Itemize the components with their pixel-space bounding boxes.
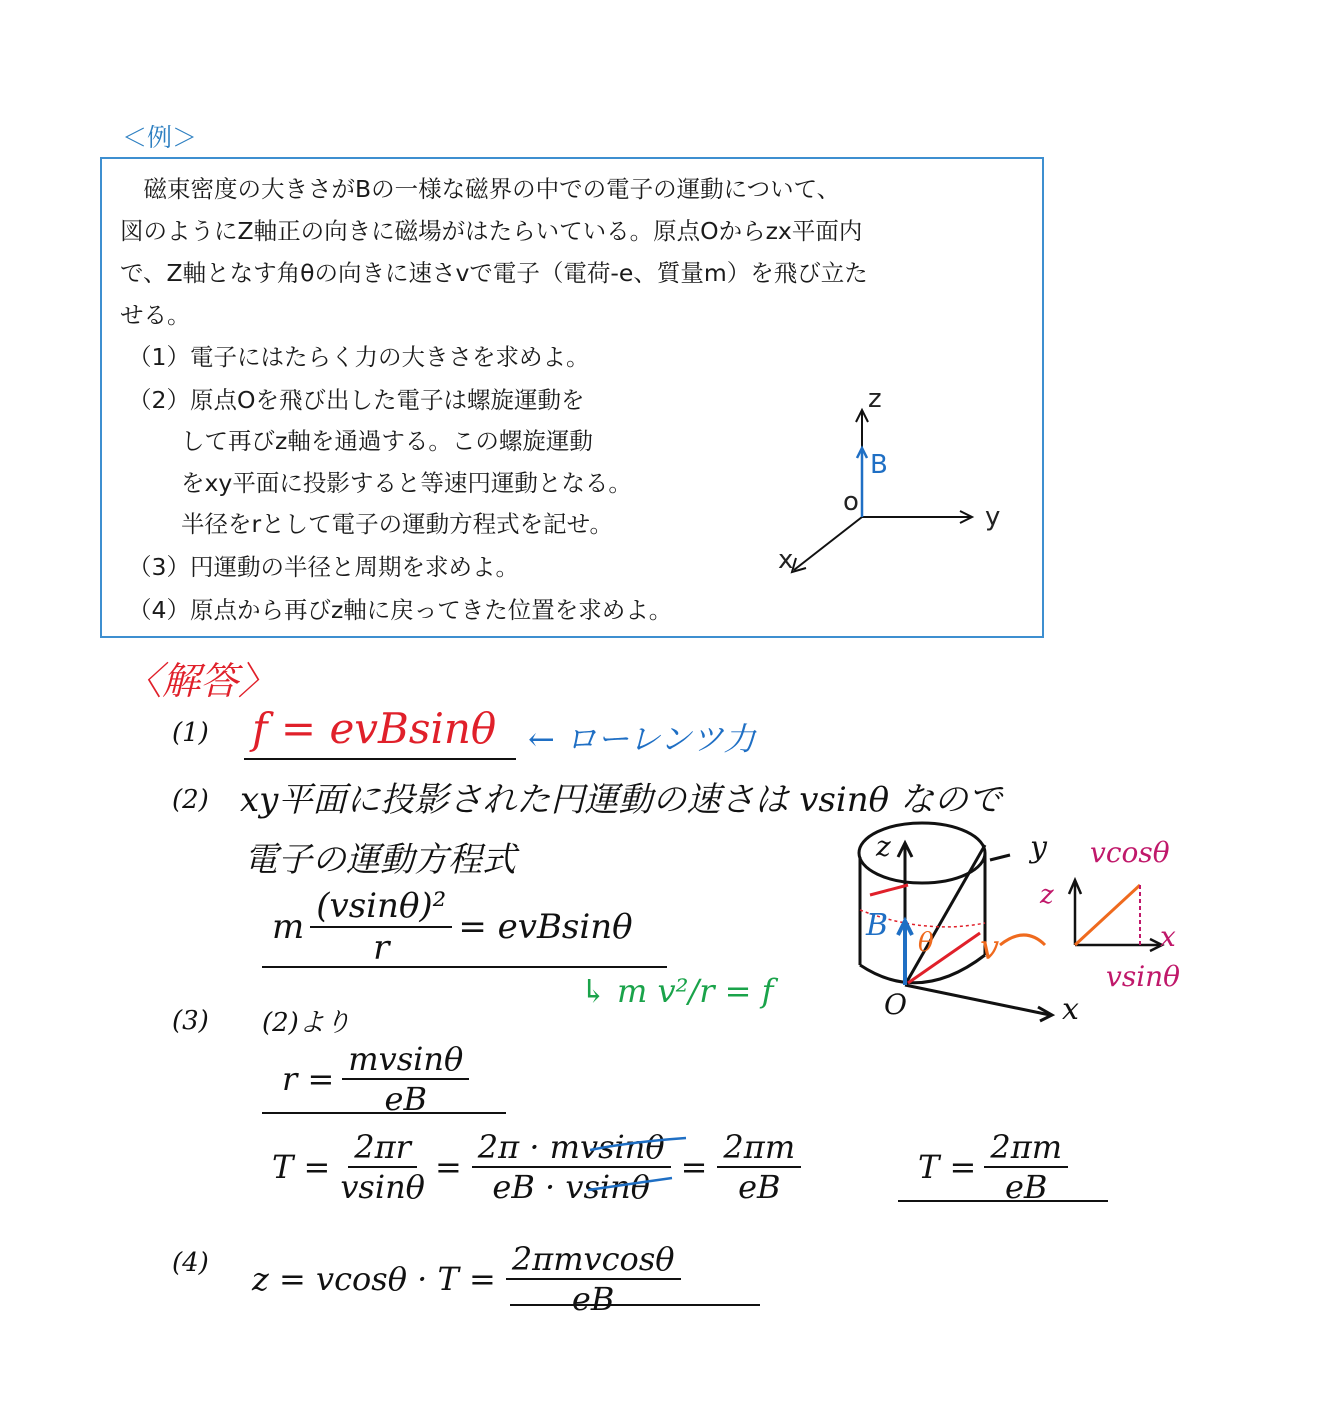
sketch-v-label: v <box>980 928 1000 968</box>
answer-3-T-fraction-1 <box>340 1128 425 1206</box>
vsin-label: vsinθ <box>1106 960 1181 993</box>
axis-label-origin: o <box>843 487 859 517</box>
x-axis <box>794 517 862 570</box>
answer-1-note: ← ローレンツ力 <box>528 720 756 758</box>
answer-2-eq-m: m <box>272 907 305 947</box>
question-4: （4）原点から再びz軸に戻ってきた位置を求めよ。 <box>128 596 673 624</box>
question-2-line-4: 半径をrとして電子の運動方程式を記せ。 <box>181 510 613 538</box>
answer-3-T-f1-numerator: 2πr <box>348 1128 417 1168</box>
answer-4-label: (4) <box>172 1248 209 1278</box>
answer-1-label: (1) <box>172 718 209 748</box>
cancel-strike-top <box>590 1138 686 1150</box>
answer-2-eq-fraction <box>310 886 452 968</box>
answer-3-final-underline <box>898 1200 1108 1202</box>
example-label: ＜例＞ <box>122 123 198 152</box>
sketch-y-axis <box>990 855 1010 860</box>
axis-label-z: z <box>868 384 882 414</box>
decomp-x-label: x <box>1160 920 1176 953</box>
question-2-line-2: して再びz軸を通過する。この螺旋運動 <box>181 427 593 455</box>
answer-2-eq-numerator: (vsinθ)² <box>310 886 452 928</box>
answer-1-underline <box>244 758 516 760</box>
axis-label-x: x <box>778 545 794 575</box>
answer-3-T-fraction-3 <box>717 1128 801 1206</box>
answer-4-equation <box>252 1240 681 1318</box>
question-3: （3）円運動の半径と周期を求めよ。 <box>128 553 519 581</box>
answer-2-label: (2) <box>172 785 209 815</box>
answer-4-underline <box>510 1304 760 1306</box>
axes-diagram <box>770 380 1030 580</box>
answer-3-final-fraction <box>984 1128 1068 1206</box>
answer-2-equation <box>272 886 633 968</box>
answer-3-final-lhs: T = <box>918 1148 977 1186</box>
sketch-theta-label: θ <box>918 928 934 958</box>
answer-heading: 〈解答〉 <box>124 659 277 703</box>
sketch-b-label: B <box>866 908 889 943</box>
answer-3-r-fraction <box>342 1040 469 1118</box>
vcos-label: vcosθ <box>1090 836 1170 869</box>
answer-3-T-lhs: T = <box>272 1148 331 1186</box>
answer-4-fraction <box>506 1240 681 1318</box>
sketch-z-label: z <box>876 830 891 863</box>
answer-3-label: (3) <box>172 1006 209 1036</box>
sketch-x-axis <box>905 985 1050 1015</box>
answer-3-T-f3-numerator: 2πm <box>717 1128 801 1168</box>
answer-3-r-numerator: mvsinθ <box>342 1040 469 1080</box>
problem-line-4: せる。 <box>120 301 191 329</box>
sketch-origin-label: O <box>884 988 907 1021</box>
sketch-x-label: x <box>1062 992 1079 1027</box>
answer-4-lhs: z = vcosθ · T = <box>252 1260 496 1298</box>
decomp-velocity <box>1075 885 1140 945</box>
answer-4-denominator: eB <box>571 1280 615 1318</box>
question-1: （1）電子にはたらく力の大きさを求めよ。 <box>128 343 590 371</box>
answer-3-final <box>918 1128 1068 1206</box>
answer-3-T-f3-denominator: eB <box>738 1168 781 1206</box>
answer-3-period: T = $\frac{2\pi r}{vsin\theta}$ = $\frac{2\pi \cdot mvsin\theta}{eB \cdot vsin\theta}$ = $\frac{2\pi m}{eB}$ <box>272 1128 801 1206</box>
answer-3-T-f1-denominator: vsinθ <box>340 1168 425 1206</box>
answer-2-text: xy平面に投影された円運動の速さは vsinθ なので <box>240 780 1002 820</box>
sketch-red-z <box>870 885 908 895</box>
answer-2-subtitle: 電子の運動方程式 <box>244 840 516 880</box>
answer-3-r-lhs: r = <box>282 1060 335 1098</box>
answer-4-numerator: 2πmvcosθ <box>506 1240 681 1280</box>
answer-2-underline <box>262 966 667 968</box>
question-2-line-1: （2）原点Oを飛び出した電子は螺旋運動を <box>128 386 585 414</box>
problem-line-3: で、Z軸となす角θの向きに速さvで電子（電荷-e、質量m）を飛び立た <box>120 259 868 287</box>
answer-2-eq-denominator: r <box>373 928 390 968</box>
answer-3-final-denominator: eB <box>1004 1168 1048 1206</box>
answer-3-r-underline <box>262 1112 506 1114</box>
axis-label-y: y <box>985 502 1001 532</box>
problem-line-2: 図のようにZ軸正の向きに磁場がはたらいている。原点Oからzx平面内 <box>120 217 863 245</box>
answer-3-T-f2-numerator: 2π · mvsinθ <box>472 1128 671 1168</box>
axis-label-b: B <box>870 450 888 480</box>
cancel-strikes <box>560 1128 700 1198</box>
problem-line-1: 磁束密度の大きさがBの一様な磁界の中での電子の運動について、 <box>120 175 841 203</box>
answer-1-formula: f = evBsinθ <box>252 704 497 753</box>
sketch-y-label: y <box>1030 830 1047 865</box>
question-2-line-3: をxy平面に投影すると等速円運動となる。 <box>181 469 632 497</box>
answer-3-radius <box>282 1040 469 1118</box>
answer-3-from: (2)より <box>262 1008 351 1038</box>
cancel-strike-bottom <box>588 1178 672 1190</box>
decomp-z-label: z <box>1040 880 1054 910</box>
answer-3-final-numerator: 2πm <box>984 1128 1068 1168</box>
answer-2-eq-rhs: = evBsinθ <box>458 907 633 947</box>
answer-3-T-f2-denominator: eB · vsinθ <box>492 1168 650 1206</box>
answer-2-note: ↳ m v²/r = f <box>580 972 774 1010</box>
cylinder-bottom <box>860 955 985 983</box>
answer-3-r-denominator: eB <box>384 1080 427 1118</box>
sketch-orange-curve <box>1000 935 1045 945</box>
